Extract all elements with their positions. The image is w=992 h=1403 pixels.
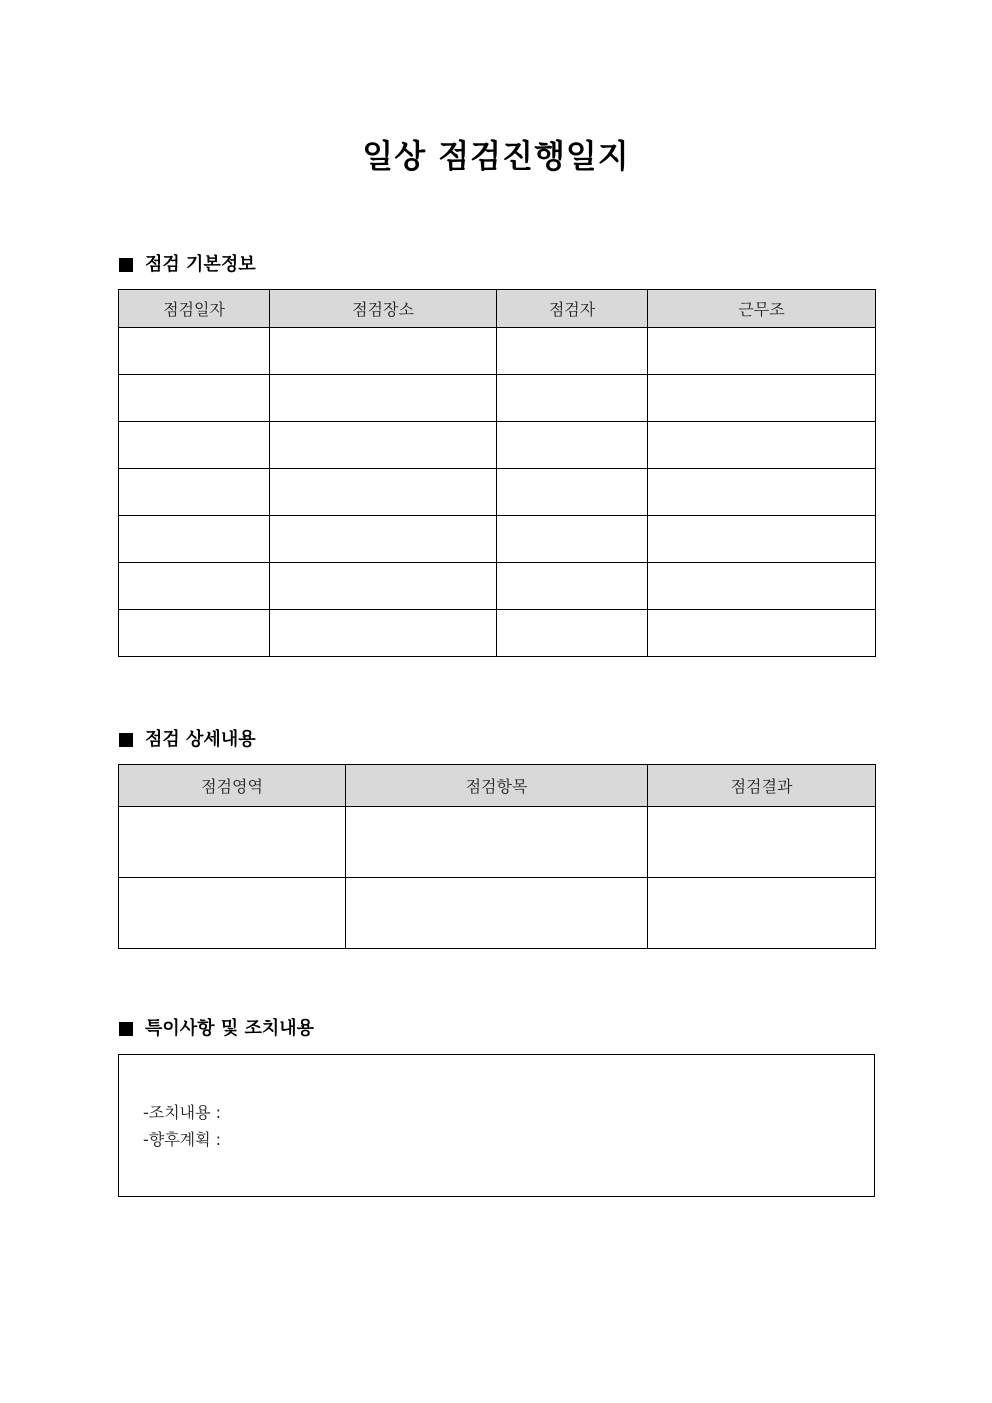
table-cell-shift[interactable] <box>648 375 876 422</box>
table-cell-result[interactable] <box>648 878 876 949</box>
table-cell-inspector[interactable] <box>497 610 648 657</box>
table-cell-shift[interactable] <box>648 328 876 375</box>
table-cell-shift[interactable] <box>648 610 876 657</box>
table-cell-location[interactable] <box>270 328 497 375</box>
table-row <box>119 516 876 563</box>
column-header-shift: 근무조 <box>648 290 876 328</box>
table-cell-date[interactable] <box>119 563 270 610</box>
table-cell-inspector[interactable] <box>497 563 648 610</box>
section-heading-label: 점검 상세내용 <box>145 729 256 750</box>
table-row <box>119 469 876 516</box>
table-cell-location[interactable] <box>270 563 497 610</box>
column-header-inspection-location: 점검장소 <box>270 290 497 328</box>
table-cell-inspector[interactable] <box>497 516 648 563</box>
table-cell-shift[interactable] <box>648 516 876 563</box>
table-cell-inspector[interactable] <box>497 422 648 469</box>
section-heading-detail <box>119 728 256 752</box>
column-header-inspection-item: 점검항목 <box>346 765 648 807</box>
square-bullet-icon <box>119 733 133 747</box>
table-row <box>119 807 876 878</box>
detail-table <box>118 764 876 949</box>
table-cell-location[interactable] <box>270 422 497 469</box>
table-row <box>119 610 876 657</box>
table-cell-date[interactable] <box>119 328 270 375</box>
table-cell-shift[interactable] <box>648 563 876 610</box>
section-heading-label: 점검 기본정보 <box>145 254 256 275</box>
column-header-inspector: 점검자 <box>497 290 648 328</box>
square-bullet-icon <box>119 258 133 272</box>
table-cell-date[interactable] <box>119 610 270 657</box>
table-cell-item[interactable] <box>346 807 648 878</box>
column-header-inspection-result: 점검결과 <box>648 765 876 807</box>
table-cell-date[interactable] <box>119 516 270 563</box>
section-heading-notes <box>119 1017 314 1041</box>
table-cell-inspector[interactable] <box>497 328 648 375</box>
basic-info-table <box>118 289 876 657</box>
table-cell-inspector[interactable] <box>497 469 648 516</box>
table-row <box>119 563 876 610</box>
notes-box[interactable] <box>118 1054 875 1197</box>
table-header-row <box>119 765 876 807</box>
table-cell-area[interactable] <box>119 878 346 949</box>
table-cell-area[interactable] <box>119 807 346 878</box>
column-header-inspection-area: 점검영역 <box>119 765 346 807</box>
table-cell-result[interactable] <box>648 807 876 878</box>
table-cell-date[interactable] <box>119 422 270 469</box>
table-cell-location[interactable] <box>270 469 497 516</box>
action-taken-label: -조치내용 : <box>143 1103 222 1122</box>
table-row <box>119 422 876 469</box>
table-cell-shift[interactable] <box>648 469 876 516</box>
document-title: 일상 점검진행일지 <box>362 137 630 175</box>
table-cell-location[interactable] <box>270 610 497 657</box>
table-cell-location[interactable] <box>270 375 497 422</box>
table-cell-shift[interactable] <box>648 422 876 469</box>
table-row <box>119 878 876 949</box>
table-row <box>119 328 876 375</box>
future-plan-label: -향후계획 : <box>143 1130 222 1149</box>
table-cell-location[interactable] <box>270 516 497 563</box>
square-bullet-icon <box>119 1022 133 1036</box>
section-heading-basic-info <box>119 253 256 277</box>
table-cell-date[interactable] <box>119 469 270 516</box>
table-cell-item[interactable] <box>346 878 648 949</box>
table-cell-date[interactable] <box>119 375 270 422</box>
table-row <box>119 375 876 422</box>
column-header-inspection-date: 점검일자 <box>119 290 270 328</box>
table-header-row <box>119 290 876 328</box>
table-cell-inspector[interactable] <box>497 375 648 422</box>
section-heading-label: 특이사항 및 조치내용 <box>145 1018 315 1039</box>
